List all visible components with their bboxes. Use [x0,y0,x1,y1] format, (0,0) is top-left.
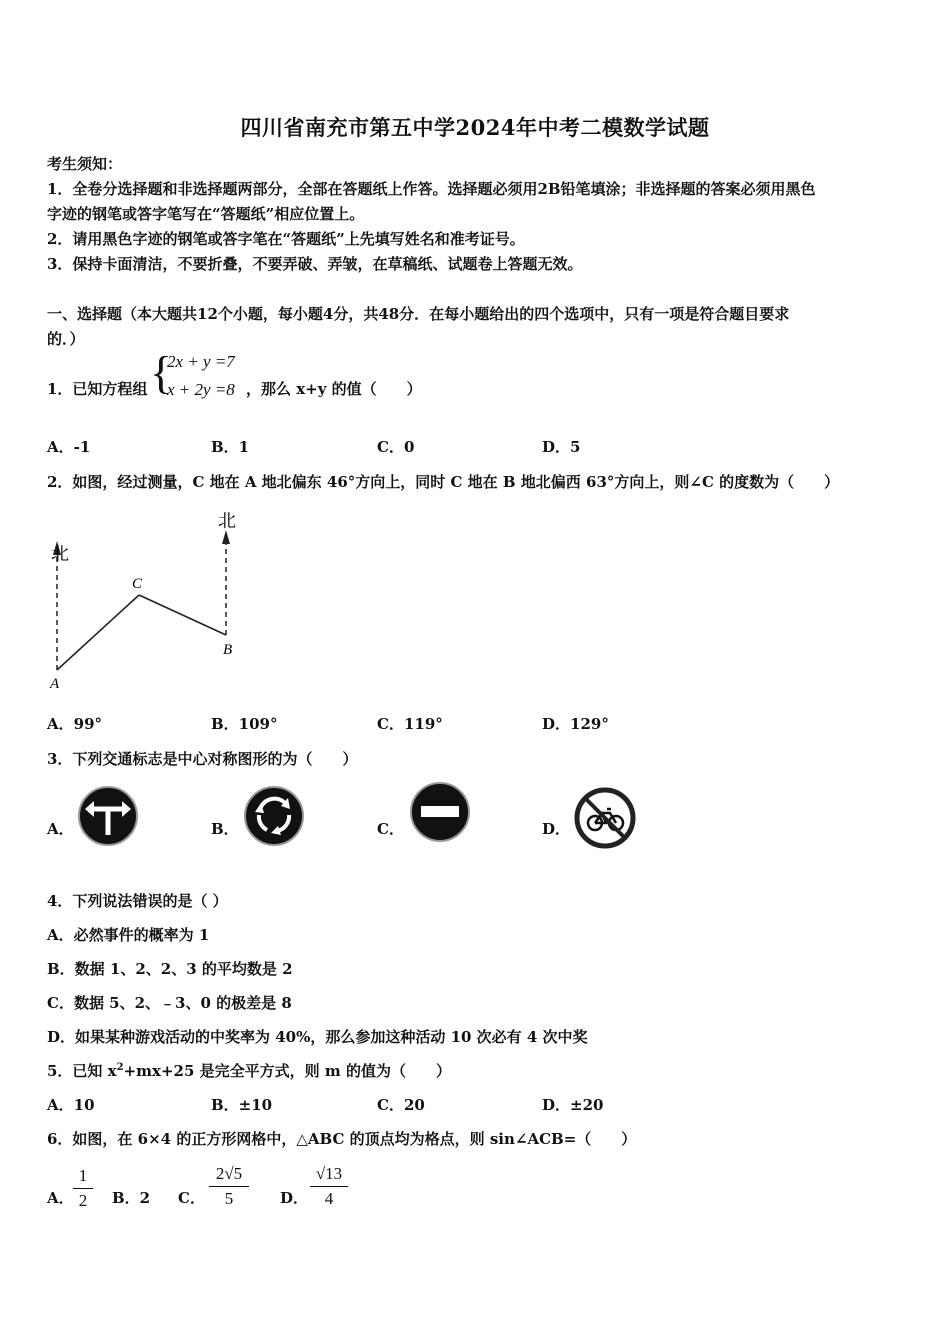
q6-option-c-denominator: 5 [224,1189,234,1208]
q6-option-c-fraction[interactable] [209,1164,249,1209]
q2-option-a[interactable]: A．99° [47,715,103,733]
q5-option-c[interactable]: C．20 [377,1096,425,1114]
no-bicycle-sign-icon[interactable] [574,787,636,849]
q4-option-d[interactable]: D．如果某种游戏活动的中奖率为 40%，那么参加这种活动 10 次必有 4 次中奖 [47,1028,588,1046]
q3-option-a-label[interactable]: A． [47,820,74,838]
q4-text: 4．下列说法错误的是（ ） [47,892,228,910]
q5-text [47,1060,451,1081]
q1-option-c[interactable]: C．0 [377,438,415,456]
q2-option-b[interactable]: B．109° [211,715,278,733]
q5-option-a[interactable]: A．10 [47,1096,95,1114]
section-heading-line-a: 一、选择题（本大题共12个小题，每小题4分，共48分．在每小题给出的四个选项中，只有一项是符合题目要求 [47,305,790,323]
q2-figure [40,505,250,695]
q6-option-a-label[interactable]: A． [47,1189,74,1207]
q2-option-d[interactable]: D．129° [542,715,609,733]
no-entry-sign-icon[interactable] [409,781,471,843]
north-label-a: 北 [51,544,69,564]
q1-suffix: ，那么 x+y 的值（ ） [246,380,422,398]
point-label-c: C [132,576,143,592]
q4-option-a[interactable]: A．必然事件的概率为 1 [47,926,210,944]
q1-equation-2: x + 2y =8 [167,380,235,399]
turn-sign-icon[interactable] [77,785,139,847]
q1-option-b[interactable]: B．1 [211,438,250,456]
q3-option-c-label[interactable]: C． [377,820,404,838]
q6-option-d-fraction[interactable] [310,1164,348,1209]
point-label-a: A [50,676,60,692]
fraction-bar [310,1186,348,1187]
q1-brace: { [150,347,173,398]
q6-option-d-label[interactable]: D． [280,1189,309,1207]
q6-option-c-numerator: 2√5 [215,1164,243,1183]
north-label-b: 北 [218,511,236,531]
page-title: 四川省南充市第五中学2024年中考二模数学试题 [240,115,710,140]
notice-line-2: 2．请用黑色字迹的钢笔或答字笔在“答题纸”上先填写姓名和准考证号。 [47,230,525,248]
q5-text-a: 5．已知 x [47,1062,117,1080]
q6-option-d-numerator: √13 [315,1164,343,1183]
q4-option-b[interactable]: B．数据 1、2、2、3 的平均数是 2 [47,960,293,978]
q6-option-a-denominator: 2 [78,1191,88,1210]
q4-option-c[interactable]: C．数据 5、2、﹣3、0 的极差是 8 [47,994,292,1012]
q1-option-a[interactable]: A．-1 [47,438,91,456]
point-label-b: B [223,642,233,658]
notice-line-1b: 字迹的钢笔或答字笔写在“答题纸”相应位置上。 [47,205,365,223]
fraction-bar [209,1186,249,1187]
q5-option-b[interactable]: B．±10 [211,1096,273,1114]
notice-line-1a: 1．全卷分选择题和非选择题两部分，全部在答题纸上作答。选择题必须用2B铅笔填涂；非选择题的答案必须用黑色 [47,180,816,198]
q5-option-d[interactable]: D．±20 [542,1096,604,1114]
q6-option-b[interactable]: B．2 [112,1189,151,1207]
q6-option-d-denominator: 4 [324,1189,334,1208]
q1-equation-1: 2x + y =7 [167,352,235,371]
q6-option-c-label[interactable]: C． [178,1189,205,1207]
q2-option-c[interactable]: C．119° [377,715,443,733]
q6-option-a-fraction[interactable] [73,1166,93,1211]
notice-heading: 考生须知： [47,155,123,173]
q3-option-d-label[interactable]: D． [542,820,571,838]
q5-text-b: +mx+25 是完全平方式，则 m 的值为（ ） [123,1062,451,1080]
segment-cb [139,595,226,635]
section-heading-line-b: 的．） [47,330,85,348]
q1-option-d[interactable]: D．5 [542,438,581,456]
q1-prefix: 1．已知方程组 [47,380,148,398]
q2-text: 2．如图，经过测量，C 地在 A 地北偏东 46°方向上，同时 C 地在 B 地北偏西 63°方向上，则∠C 的度数为（ ） [47,473,840,491]
q5-superscript: 2 [116,1062,124,1073]
q3-option-b-label[interactable]: B． [211,820,239,838]
roundabout-sign-icon[interactable] [243,785,305,847]
notice-line-3: 3．保持卡面清洁，不要折叠，不要弄破、弄皱，在草稿纸、试题卷上答题无效。 [47,255,583,273]
q3-text: 3．下列交通标志是中心对称图形的为（ ） [47,750,358,768]
north-arrow-b [222,530,230,544]
segment-ac [57,595,139,670]
q6-text: 6．如图，在 6×4 的正方形网格中，△ABC 的顶点均为格点，则 sin∠ACB=（ ） [47,1130,637,1148]
q6-option-a-numerator: 1 [78,1166,88,1185]
fraction-bar [73,1188,93,1189]
